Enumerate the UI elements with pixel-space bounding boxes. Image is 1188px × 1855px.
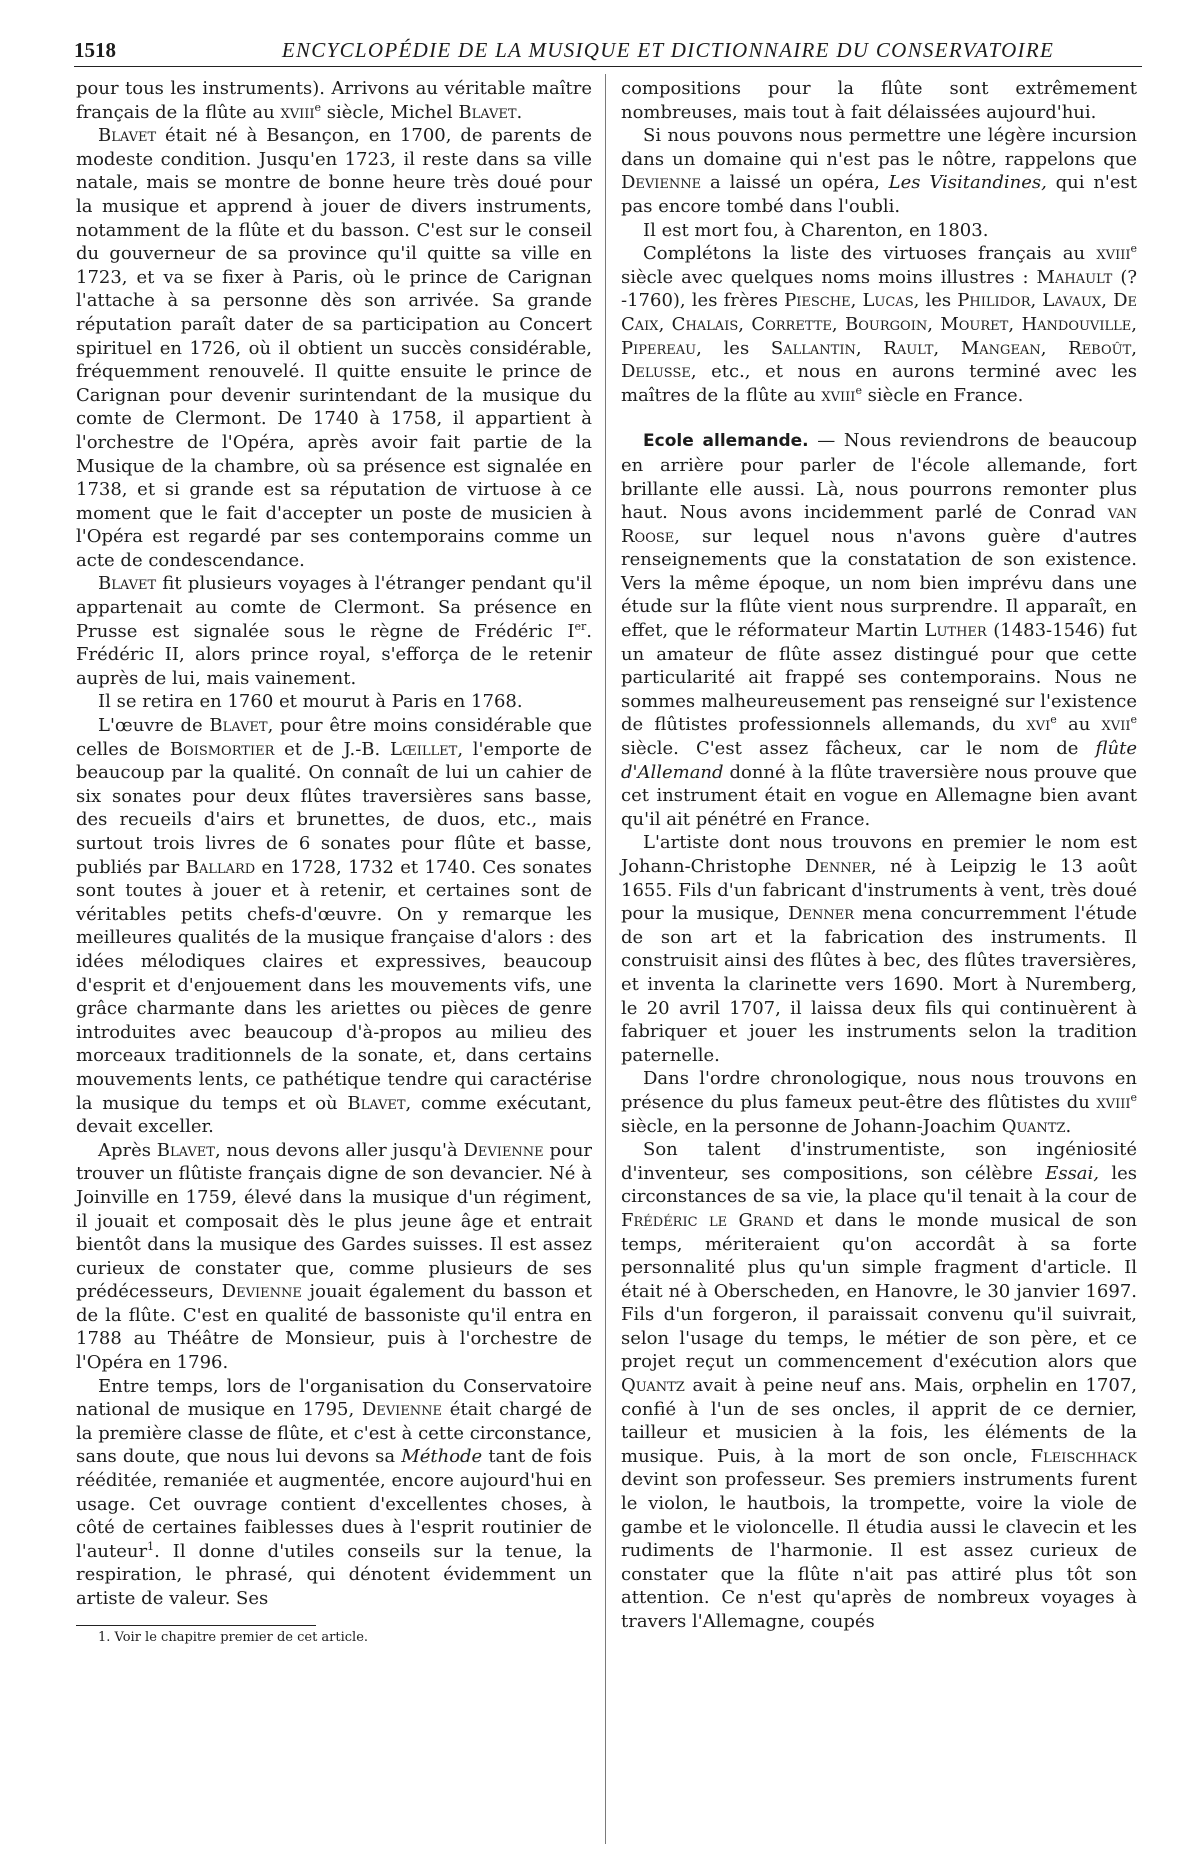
text-run: qui n'est pas encore tombé dans l'oubli. — [621, 172, 1137, 217]
paragraph — [76, 572, 592, 690]
paragraph — [76, 1375, 592, 1611]
text-run: , — [738, 313, 752, 335]
superscript: e — [1050, 713, 1057, 727]
text-run: Chalais — [671, 313, 739, 335]
text-run: Complétons la liste des virtuoses français au — [643, 243, 1097, 265]
superscript: e — [855, 383, 862, 397]
text-run: . Il donne d'utiles conseils sur la tenue, la respiration, le phrasé, qui dénotent évidemment un artiste de valeur. Ses — [76, 1540, 592, 1609]
text-run: . — [1065, 1115, 1072, 1137]
text-run: . — [516, 101, 523, 123]
text-run: donné à la flûte traversière nous prouve que cet instrument était en vogue en Allemagne bien avant qu'il ait pénétré en France. — [621, 761, 1137, 830]
text-run: Denner — [804, 856, 871, 877]
text-run: , pour être moins considérable que celles de — [76, 715, 592, 760]
column-divider — [605, 74, 606, 1844]
text-run: Blavet — [98, 573, 157, 595]
paragraph — [76, 124, 592, 572]
superscript: e — [314, 100, 322, 114]
text-run: et de J.-B. — [274, 738, 390, 760]
text-run: xvi — [1026, 714, 1051, 736]
text-run: Handouville — [1021, 313, 1132, 335]
text-run: Frédéric le Grand — [621, 1209, 794, 1231]
footnote-marker: 1 — [147, 1539, 155, 1553]
right-column — [621, 77, 1137, 1634]
text-run: Quantz — [621, 1375, 685, 1397]
text-run: avait à peine neuf ans. Mais, orphelin en 1707, confié à l'un de ses oncles, il apprit de ce dernier, tailleur et musicien à la fois, les éléments de la musique. Puis, à la mort de son oncle, — [621, 1375, 1137, 1467]
text-run: , — [658, 313, 672, 335]
text-run: Devienne — [463, 1139, 544, 1161]
text-run: De Caix — [621, 290, 1137, 335]
text-run: , — [1101, 290, 1114, 312]
text-run: , — [1008, 313, 1022, 335]
left-column — [76, 77, 592, 1649]
text-run: Mouret — [940, 313, 1009, 335]
paragraph — [621, 242, 1137, 407]
text-run: devint son professeur. Ses premiers instruments furent le violon, le hautbois, la trompette, voire la viole de gambe et le violoncelle. Il étudia aussi le clavecin et les rudiments de l'harmonie. Il est assez curieux de constater que la flûte n'ait pas attiré plus tôt son attention. Ce n'est qu'après de nombreux voyages à travers l'Allemagne, coupés — [621, 1469, 1137, 1632]
text-run: Blavet — [458, 101, 517, 123]
page-header — [74, 36, 1142, 67]
paragraph: compositions pour la flûte sont extrêmement nombreuses, mais tout à fait délaissées aujourd'hui. — [621, 78, 1137, 123]
text-run: a laissé un opéra, — [701, 172, 889, 194]
text-run: Blavet — [347, 1092, 406, 1114]
text-run: en 1728, 1732 et 1740. Ces sonates sont toutes à jouer et à retenir, et certaines sont de véritables petits chefs-d'œuvre. On y remarque les meilleures qualités de la musique française d'alors : des idées mélodiques claires et expressives, beaucoup d'esprit et d'enjouement dans les mouvements vifs, une grâce charmante dans les ariettes ou pièces de genre introduites avec beaucoup d'à-propos au milieu des morceaux traditionnels de la sonate, et, dans certains mouvements lents, ce pathétique tendre qui caractérise la musique du temps et où — [76, 856, 592, 1114]
text-run: siècle, en la personne de Johann-Joachim — [621, 1115, 1002, 1137]
text-run: L'œuvre de — [98, 715, 210, 737]
text-run: Boismortier — [169, 738, 275, 760]
text-run: xviii — [821, 384, 856, 406]
text-run: , — [1030, 290, 1043, 312]
superscript: e — [1130, 713, 1137, 727]
superscript: e — [1130, 242, 1137, 256]
text-run: Bourgoin — [845, 313, 928, 335]
page-number: 1518 — [74, 38, 116, 62]
text-run: siècle, Michel — [321, 101, 459, 123]
text-run: xviii — [1096, 243, 1131, 265]
text-run: était chargé de la première classe de flûte, et c'est à cette circonstance, sans doute, que nous lui devons sa — [76, 1399, 592, 1468]
text-run: pour trouver un flûtiste français digne de son devancier. Né à Joinville en 1759, élevé dans la musique d'un régiment, il jouait et composait dès le plus jeune âge et entrait bientôt dans la musique des Gardes suisses. Il est assez curieux de constater que, comme plusieurs de ses prédécesseurs, — [76, 1139, 593, 1303]
text-run: (?-1760), les frères — [621, 266, 1137, 312]
text-run: van Roose — [621, 502, 1137, 547]
paragraph — [621, 1067, 1137, 1138]
section-ecole-allemande — [621, 429, 1137, 831]
text-run: xviii — [1096, 1091, 1131, 1113]
paragraph — [621, 831, 1137, 1067]
text-run: , — [933, 337, 961, 359]
text-run: , — [1131, 337, 1137, 359]
text-run: Blavet — [156, 1139, 215, 1161]
text-run: Corrette — [751, 313, 832, 335]
text-run: , les — [696, 337, 771, 359]
text-run: L'artiste dont nous trouvons en premier le nom est Johann-Christophe — [621, 832, 1137, 877]
text-run: Mahault — [1036, 266, 1113, 288]
text-run: flûte d'Allemand — [621, 738, 1137, 783]
text-run: Lœillet — [390, 738, 458, 760]
superscript: er — [574, 619, 587, 633]
text-run: Les Visitandines, — [888, 172, 1047, 194]
text-run: Après — [98, 1139, 157, 1161]
text-run: Devienne — [221, 1281, 302, 1303]
text-run: les circonstances de sa vie, la place qu'il tenait à la cour de — [621, 1162, 1137, 1208]
text-run: Blavet — [98, 125, 157, 147]
text-run: Sallantin — [770, 337, 856, 359]
paragraph — [621, 124, 1137, 218]
text-run: Fleischhack — [1030, 1445, 1137, 1467]
text-run: Lucas — [862, 290, 914, 312]
text-run: , — [1040, 337, 1069, 359]
text-run: Son talent d'instrumentiste, son ingéniosité d'inventeur, ses compositions, son célèbre — [621, 1139, 1137, 1184]
text-run: Mangean — [960, 337, 1041, 359]
text-run: , comme exécutant, devait exceller. — [76, 1092, 592, 1138]
text-run: , — [831, 313, 846, 335]
text-run: Dans l'ordre chronologique, nous nous trouvons en présence du plus fameux peut-être des flûtistes du — [621, 1068, 1137, 1113]
text-run: , nous devons aller jusqu'à — [214, 1139, 464, 1161]
text-run: , etc., et nous en aurons terminé avec les maîtres de la flûte au — [621, 361, 1137, 406]
section-heading: Ecole allemande. — [643, 431, 809, 452]
text-run: Entre temps, lors de l'organisation du Conservatoire national de musique en 1795, — [76, 1375, 592, 1421]
text-run: siècle. C'est assez fâcheux, car le nom de — [621, 738, 1096, 760]
text-run: , — [927, 313, 941, 335]
text-run: Quantz — [1001, 1115, 1066, 1137]
text-run: était né à Besançon, en 1700, de parents de modeste condition. Jusqu'en 1723, il reste dans sa ville natale, mais se montre de bonne heure très doué pour la musique et apprend à jouer de divers instruments, notamment de la flûte et du basson. C'est sur le conseil du gouverneur de sa province qu'il quitte sa ville en 1723, et va se fixer à Paris, où le prince de Carignan l'attache à sa personne dès son arrivée. Sa grande réputation paraît dater de sa participation au Concert spirituel en 1726, où il obtient un succès considérable, fréquemment renouvelé. Il quitte ensuite le prince de Carignan pour devenir surintendant de la musique du comte de Clermont. De 1740 à 1758, il appartient à l'orchestre de l'Opéra, après avoir fait partie de la Musique de la chambre, où sa présence est signalée en 1738, et si grande est sa réputation de virtuose à ce moment que le fait d'accepter un poste de musicien à l'Opéra est regardé par ses contemporains comme un acte de condescendance. — [76, 125, 592, 571]
footnote: 1. Voir le chapitre premier de cet article. — [98, 1629, 369, 1645]
text-run: fit plusieurs voyages à l'étranger pendant qu'il appartenait au comte de Clermont. Sa présence en Prusse est signalée sous le règne de Frédéric I — [76, 573, 592, 642]
text-run: Devienne — [621, 172, 702, 194]
text-run: Philidor — [957, 290, 1031, 312]
text-run: au — [1056, 714, 1102, 736]
text-run: Delusse — [621, 361, 691, 383]
text-run: , né à Leipzig le 13 août 1655. Fils d'un fabricant d'instruments à vent, très doué pour la musique, — [621, 856, 1137, 925]
text-run: jouait également du basson et de la flûte. C'est en qualité de bassoniste qu'il entra en 1788 au Théâtre de Monsieur, puis à l'orchestre de l'Opéra en 1796. — [76, 1281, 592, 1374]
text-run: Piesche — [784, 290, 851, 312]
text-run: , l'emporte de beaucoup par la qualité. On connaît de lui un cahier de six sonates pour deux flûtes traversières sans basse, des recueils d'airs et brunettes, de duos, etc., mais surtout trois livres de 6 sonates pour flûte et basse, publiés par — [76, 738, 592, 878]
paragraph: Il se retira en 1760 et mourut à Paris en 1768. — [98, 691, 523, 713]
text-run: , — [1131, 313, 1137, 335]
text-run: mena concurremment l'étude de son art et la fabrication des instruments. Il construisit ainsi des flûtes à bec, des flûtes traversières, et inventa la clarinette vers 1690. Mort à Nuremberg, le 20 avril 1707, il laissa deux fils qui continuèrent à fabriquer et jouer les instruments selon la tradition paternelle. — [621, 903, 1138, 1066]
text-run: , les — [913, 290, 958, 312]
text-run: Si nous pouvons nous permettre une légère incursion dans un domaine qui n'est pas le nôtre, rappelons que — [621, 125, 1137, 170]
running-title: ENCYCLOPÉDIE DE LA MUSIQUE ET DICTIONNAIRE DU CONSERVATOIRE — [281, 38, 1055, 62]
text-run: et dans le monde musical de son temps, mériteraient qu'on accordât à sa forte personnalité plus qu'un simple fragment d'article. Il était né à Oberscheden, en Hanovre, le 30 janvier 1697. Fils d'un forgeron, il paraissait convenu qu'il suivrait, selon l'usage du temps, le métier de son père, et ce projet reçut un commencement d'exécution alors que — [621, 1209, 1138, 1373]
text-run: , sur lequel nous n'avons guère d'autres renseignements que la constatation de son existence. Vers la même époque, un nom bien imprévu dans une étude sur la flûte vient nous surprendre. Il apparaît, en effet, que le réformateur Martin — [621, 525, 1137, 642]
text-run: Denner — [788, 903, 855, 925]
superscript: e — [1130, 1090, 1137, 1104]
text-run: Pipereau — [621, 337, 697, 359]
text-run: Ballard — [185, 856, 256, 878]
text-run: tant de fois rééditée, remaniée et augmentée, encore aujourd'hui en usage. Cet ouvrage contient d'excellentes choses, à côté de certaines faiblesses dues à l'esprit routinier de l'auteur — [76, 1446, 593, 1562]
paragraph: Il est mort fou, à Charenton, en 1803. — [643, 219, 989, 241]
text-run: Devienne — [361, 1399, 443, 1421]
text-run: siècle en France. — [861, 384, 1024, 406]
text-run: xvii — [1101, 714, 1131, 736]
text-run: Méthode — [401, 1446, 483, 1468]
text-run: Rault — [883, 337, 934, 359]
text-run: (1483-1546) fut un amateur de flûte assez distingué pour que cette particularité ait frappé ses contemporains. Nous ne sommes malheureusement pas renseigné sur l'existence de flûtistes professionnels allemands, du — [621, 620, 1137, 736]
text-run: Reboût — [1068, 337, 1132, 359]
text-run: Blavet — [209, 715, 268, 737]
text-run: siècle avec quelques noms moins illustres : — [621, 266, 1037, 288]
paragraph — [76, 714, 592, 1139]
paragraph — [621, 1138, 1137, 1633]
text-run: , — [855, 337, 884, 359]
text-run: pour tous les instruments). Arrivons au véritable maître français de la flûte au — [76, 78, 592, 123]
text-run: xviii — [280, 101, 315, 123]
text-run: , — [850, 290, 863, 312]
text-run: . Frédéric II, alors prince royal, s'efforça de le retenir auprès de lui, mais vainement. — [76, 620, 592, 689]
paragraph — [76, 77, 592, 124]
text-run: Essai, — [1045, 1162, 1100, 1184]
text-run: Lavaux — [1042, 290, 1102, 312]
paragraph — [76, 1139, 592, 1375]
text-run: Luther — [924, 620, 987, 642]
text-run: — Nous reviendrons de beaucoup en arrière pour parler de l'école allemande, fort brillante elle aussi. Là, nous pourrons remonter plus haut. Nous avons incidemment parlé de Conrad — [621, 430, 1137, 524]
